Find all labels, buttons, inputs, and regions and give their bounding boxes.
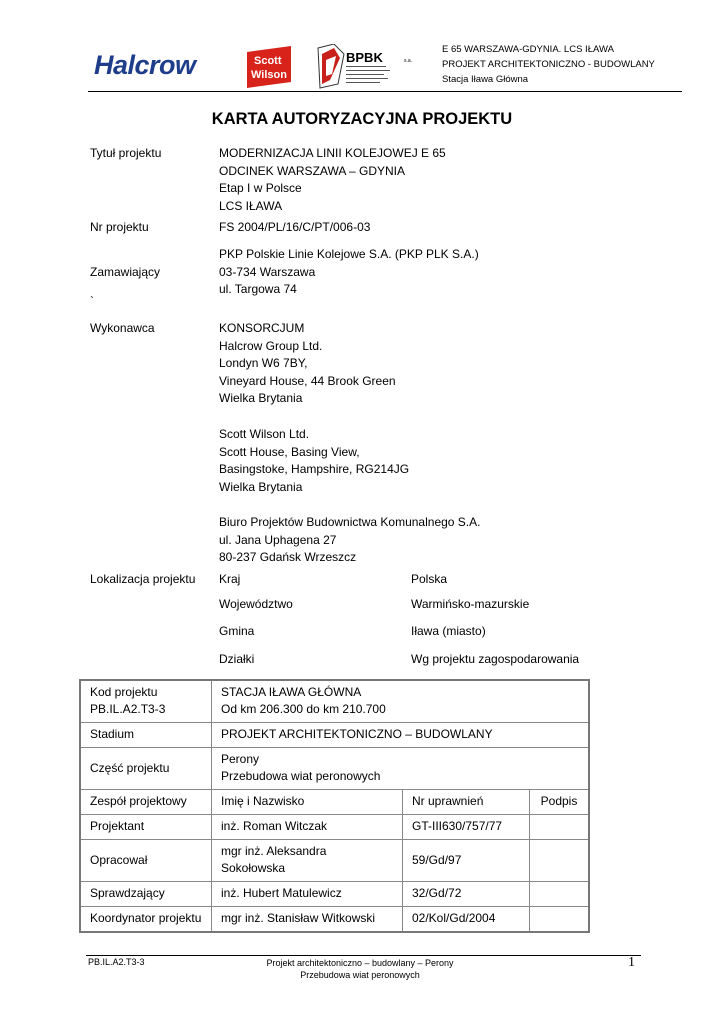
scott-line: Wielka Brytania xyxy=(219,479,303,494)
kod-value-line: STACJA IŁAWA GŁÓWNA xyxy=(221,685,362,699)
authorization-table xyxy=(79,679,590,933)
license-cell: 59/Gd/97 xyxy=(403,840,530,882)
lokalizacja-key: Gmina xyxy=(219,624,255,638)
tytul-value xyxy=(219,145,446,215)
scott-text: Scott xyxy=(254,55,282,67)
scott-line: Basingstoke, Hampshire, RG214JG xyxy=(219,462,410,476)
footer-line: Przebudowa wiat peronowych xyxy=(300,970,420,980)
table-row xyxy=(80,882,589,907)
biuro-line: 80-237 Gdańsk Wrzeszcz xyxy=(219,550,357,564)
halcrow-logo: Halcrow xyxy=(94,50,196,80)
footer-description xyxy=(240,957,480,981)
page-number: 1 xyxy=(628,955,635,970)
lokalizacja-key: Kraj xyxy=(219,572,241,586)
zamawiajacy-line: 03-734 Warszawa xyxy=(219,264,316,279)
kod-label: Kod projektu xyxy=(90,685,158,699)
nr-label: Nr projektu xyxy=(90,220,149,234)
bpbk-logo xyxy=(316,44,418,90)
lokalizacja-value: Iława (miasto) xyxy=(411,624,486,638)
czesc-value-line: Perony xyxy=(221,752,260,766)
name-cell: inż. Hubert Matulewicz xyxy=(212,882,403,907)
footer-divider xyxy=(86,955,641,956)
license-cell: GT-III630/757/77 xyxy=(403,815,530,840)
footer-code: PB.IL.A2.T3-3 xyxy=(88,957,145,967)
table-row xyxy=(80,748,589,790)
license-cell: 02/Kol/Gd/2004 xyxy=(403,907,530,933)
role-cell: Opracował xyxy=(80,840,212,882)
czesc-value-line: Przebudowa wiat peronowych xyxy=(221,769,381,783)
wilson-text: Wilson xyxy=(251,69,287,81)
name-cell: inż. Roman Witczak xyxy=(212,815,403,840)
lokalizacja-key: Działki xyxy=(219,652,255,666)
role-cell: Koordynator projektu xyxy=(80,907,212,933)
signature-cell xyxy=(530,840,590,882)
biuro-line: Biuro Projektów Budownictwa Komunalnego S.A. xyxy=(219,515,481,529)
wykonawca-line: Londyn W6 7BY, xyxy=(219,356,308,370)
header-info-line: Stacja Iława Główna xyxy=(442,74,529,85)
scott-line: Scott Wilson Ltd. xyxy=(219,427,310,441)
zamawiajacy-line: ul. Targowa 74 xyxy=(219,282,297,296)
zamawiajacy-value xyxy=(219,246,479,299)
lokalizacja-key: Województwo xyxy=(219,597,293,611)
signature-cell xyxy=(530,882,590,907)
stadium-label: Stadium xyxy=(80,723,212,748)
table-row xyxy=(80,680,589,723)
wykonawca-line: Wielka Brytania xyxy=(219,391,303,405)
signature-cell xyxy=(530,907,590,933)
stray-mark: ` xyxy=(90,294,94,308)
column-header: Imię i Nazwisko xyxy=(212,790,403,815)
license-cell: 32/Gd/72 xyxy=(403,882,530,907)
table-row xyxy=(80,723,589,748)
table-row xyxy=(80,840,589,882)
wykonawca-value xyxy=(219,320,396,408)
column-header: Podpis xyxy=(530,790,590,815)
table-header-row xyxy=(80,790,589,815)
scott-wilson-logo xyxy=(245,46,293,88)
kod-label-cell xyxy=(80,680,212,723)
tytul-line: Etap I w Polsce xyxy=(219,181,302,195)
wykonawca-line: KONSORCJUM xyxy=(219,321,305,335)
czesc-value-cell xyxy=(212,748,590,790)
kod-value-line: Od km 206.300 do km 210.700 xyxy=(221,702,386,716)
biuro-line: ul. Jana Uphagena 27 xyxy=(219,532,337,547)
czesc-label: Część projektu xyxy=(80,748,212,790)
column-header: Zespół projektowy xyxy=(80,790,212,815)
bpbk-sa-text: s.a. xyxy=(404,58,413,64)
tytul-line: MODERNIZACJA LINII KOLEJOWEJ E 65 xyxy=(219,146,446,160)
table-row xyxy=(80,815,589,840)
lokalizacja-value: Polska xyxy=(411,572,448,586)
name-cell: mgr inż. Stanisław Witkowski xyxy=(212,907,403,933)
column-header: Nr uprawnień xyxy=(403,790,530,815)
table-row xyxy=(80,907,589,933)
role-cell: Projektant xyxy=(80,815,212,840)
scott-line: Scott House, Basing View, xyxy=(219,444,360,459)
tytul-label: Tytuł projektu xyxy=(90,146,162,160)
header-divider xyxy=(88,91,682,92)
footer-line: Projekt architektoniczno – budowlany – Perony xyxy=(266,958,454,968)
biuro-address xyxy=(219,514,480,567)
tytul-line: LCS IŁAWA xyxy=(219,198,283,213)
page-title: KARTA AUTORYZACYJNA PROJEKTU xyxy=(211,110,513,128)
stadium-value: PROJEKT ARCHITEKTONICZNO – BUDOWLANY xyxy=(212,723,590,748)
kod-code: PB.IL.A2.T3-3 xyxy=(90,702,166,716)
header-info xyxy=(442,42,655,87)
tytul-line: ODCINEK WARSZAWA – GDYNIA xyxy=(219,163,406,178)
nr-value: FS 2004/PL/16/C/PT/006-03 xyxy=(219,220,371,234)
header-info-line: PROJEKT ARCHITEKTONICZNO - BUDOWLANY xyxy=(442,59,655,70)
zamawiajacy-line: PKP Polskie Linie Kolejowe S.A. (PKP PLK S.A.) xyxy=(219,247,479,261)
name-cell: mgr inż. Aleksandra Sokołowska xyxy=(212,840,403,882)
lokalizacja-value: Warmińsko-mazurskie xyxy=(411,597,530,611)
role-cell: Sprawdzający xyxy=(80,882,212,907)
lokalizacja-label: Lokalizacja projektu xyxy=(90,572,196,586)
wykonawca-line: Halcrow Group Ltd. xyxy=(219,338,323,353)
bpbk-text: BPBK xyxy=(346,50,383,65)
wykonawca-label: Wykonawca xyxy=(90,321,155,335)
scott-wilson-address xyxy=(219,426,409,496)
zamawiajacy-label: Zamawiający xyxy=(90,265,161,279)
lokalizacja-value: Wg projektu zagospodarowania xyxy=(411,652,580,666)
wykonawca-line: Vineyard House, 44 Brook Green xyxy=(219,373,396,388)
header-info-line: E 65 WARSZAWA-GDYNIA. LCS IŁAWA xyxy=(442,44,614,55)
signature-cell xyxy=(530,815,590,840)
kod-value-cell xyxy=(212,680,590,723)
